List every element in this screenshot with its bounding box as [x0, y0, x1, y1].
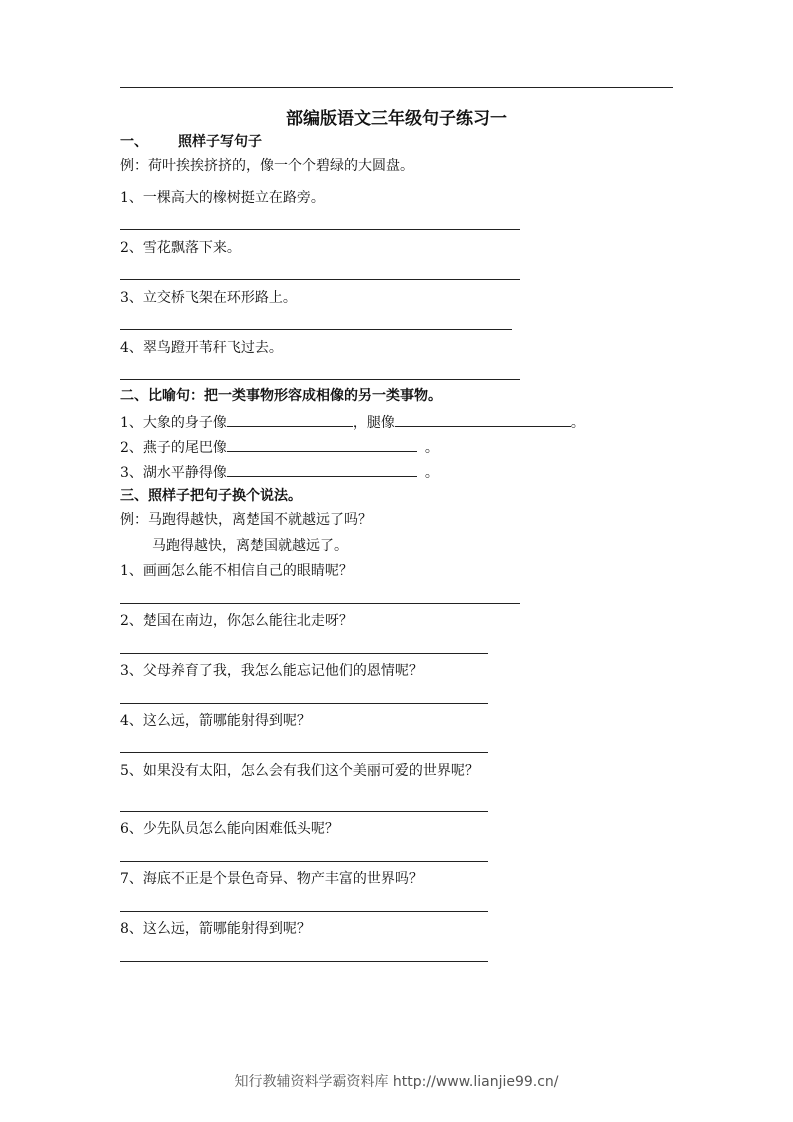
section2-item-1-text-c: 。	[570, 415, 585, 431]
section3-example-1: 例：马跑得越快，离楚国不就越远了吗？	[120, 512, 372, 528]
section1-answer-line-4[interactable]	[120, 379, 520, 380]
section3-answer-line-8[interactable]	[120, 961, 488, 962]
section2-item-2-text-c: 。	[424, 440, 439, 456]
section2-item-2	[120, 437, 439, 457]
section2-item-3-text-a: 3、湖水平静得像	[120, 465, 227, 481]
section3-item-2: 2、楚国在南边，你怎么能往北走呀？	[120, 613, 353, 629]
section1-title: 照样子写句子	[178, 134, 262, 150]
section3-answer-line-5[interactable]	[120, 811, 488, 812]
section1-answer-line-2[interactable]	[120, 279, 520, 280]
section3-answer-line-2[interactable]	[120, 653, 488, 654]
section2-item-3	[120, 462, 439, 482]
section1-item-1: 1、一棵高大的橡树挺立在路旁。	[120, 190, 325, 206]
section2-blank-2[interactable]	[227, 437, 417, 452]
section1-item-3: 3、立交桥飞架在环形路上。	[120, 290, 297, 306]
page-title: 部编版语文三年级句子练习一	[286, 109, 507, 129]
section1-number: 一、	[120, 134, 148, 150]
section3-answer-line-1[interactable]	[120, 603, 520, 604]
section2-item-1-text-b: ，腿像	[352, 415, 395, 431]
section1-heading	[120, 133, 262, 151]
section3-answer-line-6[interactable]	[120, 861, 488, 862]
section3-answer-line-3[interactable]	[120, 703, 488, 704]
section3-item-3: 3、父母养育了我，我怎么能忘记他们的恩情呢？	[120, 663, 423, 679]
section2-item-3-text-c: 。	[424, 465, 439, 481]
section1-example: 例：荷叶挨挨挤挤的，像一个个碧绿的大圆盘。	[120, 158, 414, 174]
section3-item-4: 4、这么远，箭哪能射得到呢？	[120, 713, 311, 729]
section3-item-1: 1、画画怎么能不相信自己的眼睛呢？	[120, 563, 353, 579]
section3-item-6: 6、少先队员怎么能向困难低头呢？	[120, 821, 339, 837]
top-rule	[120, 87, 673, 88]
section1-answer-line-3[interactable]	[120, 329, 512, 330]
section3-item-7: 7、海底不正是个景色奇异、物产丰富的世界吗？	[120, 871, 423, 887]
section1-answer-line-1[interactable]	[120, 229, 520, 230]
section3-example-2: 马跑得越快，离楚国就越远了。	[152, 538, 348, 554]
section1-item-2: 2、雪花飘落下来。	[120, 240, 241, 256]
section1-item-4: 4、翠鸟蹬开苇秆飞过去。	[120, 340, 283, 356]
section3-answer-line-7[interactable]	[120, 911, 488, 912]
section3-item-8: 8、这么远，箭哪能射得到呢？	[120, 921, 311, 937]
section2-item-1	[120, 412, 585, 432]
section3-heading: 三、照样子把句子换个说法。	[120, 488, 302, 504]
section2-blank-1a[interactable]	[227, 412, 353, 427]
section3-item-5: 5、如果没有太阳，怎么会有我们这个美丽可爱的世界呢？	[120, 763, 479, 779]
section3-answer-line-4[interactable]	[120, 752, 488, 753]
section2-item-2-text-a: 2、燕子的尾巴像	[120, 440, 227, 456]
section2-item-1-text-a: 1、大象的身子像	[120, 415, 227, 431]
section2-blank-1b[interactable]	[395, 412, 571, 427]
section2-heading: 二、比喻句：把一类事物形容成相像的另一类事物。	[120, 388, 442, 404]
footer-watermark: 知行教辅资料学霸资料库 http://www.lianjie99.cn/	[234, 1074, 559, 1090]
section2-blank-3[interactable]	[227, 462, 417, 477]
